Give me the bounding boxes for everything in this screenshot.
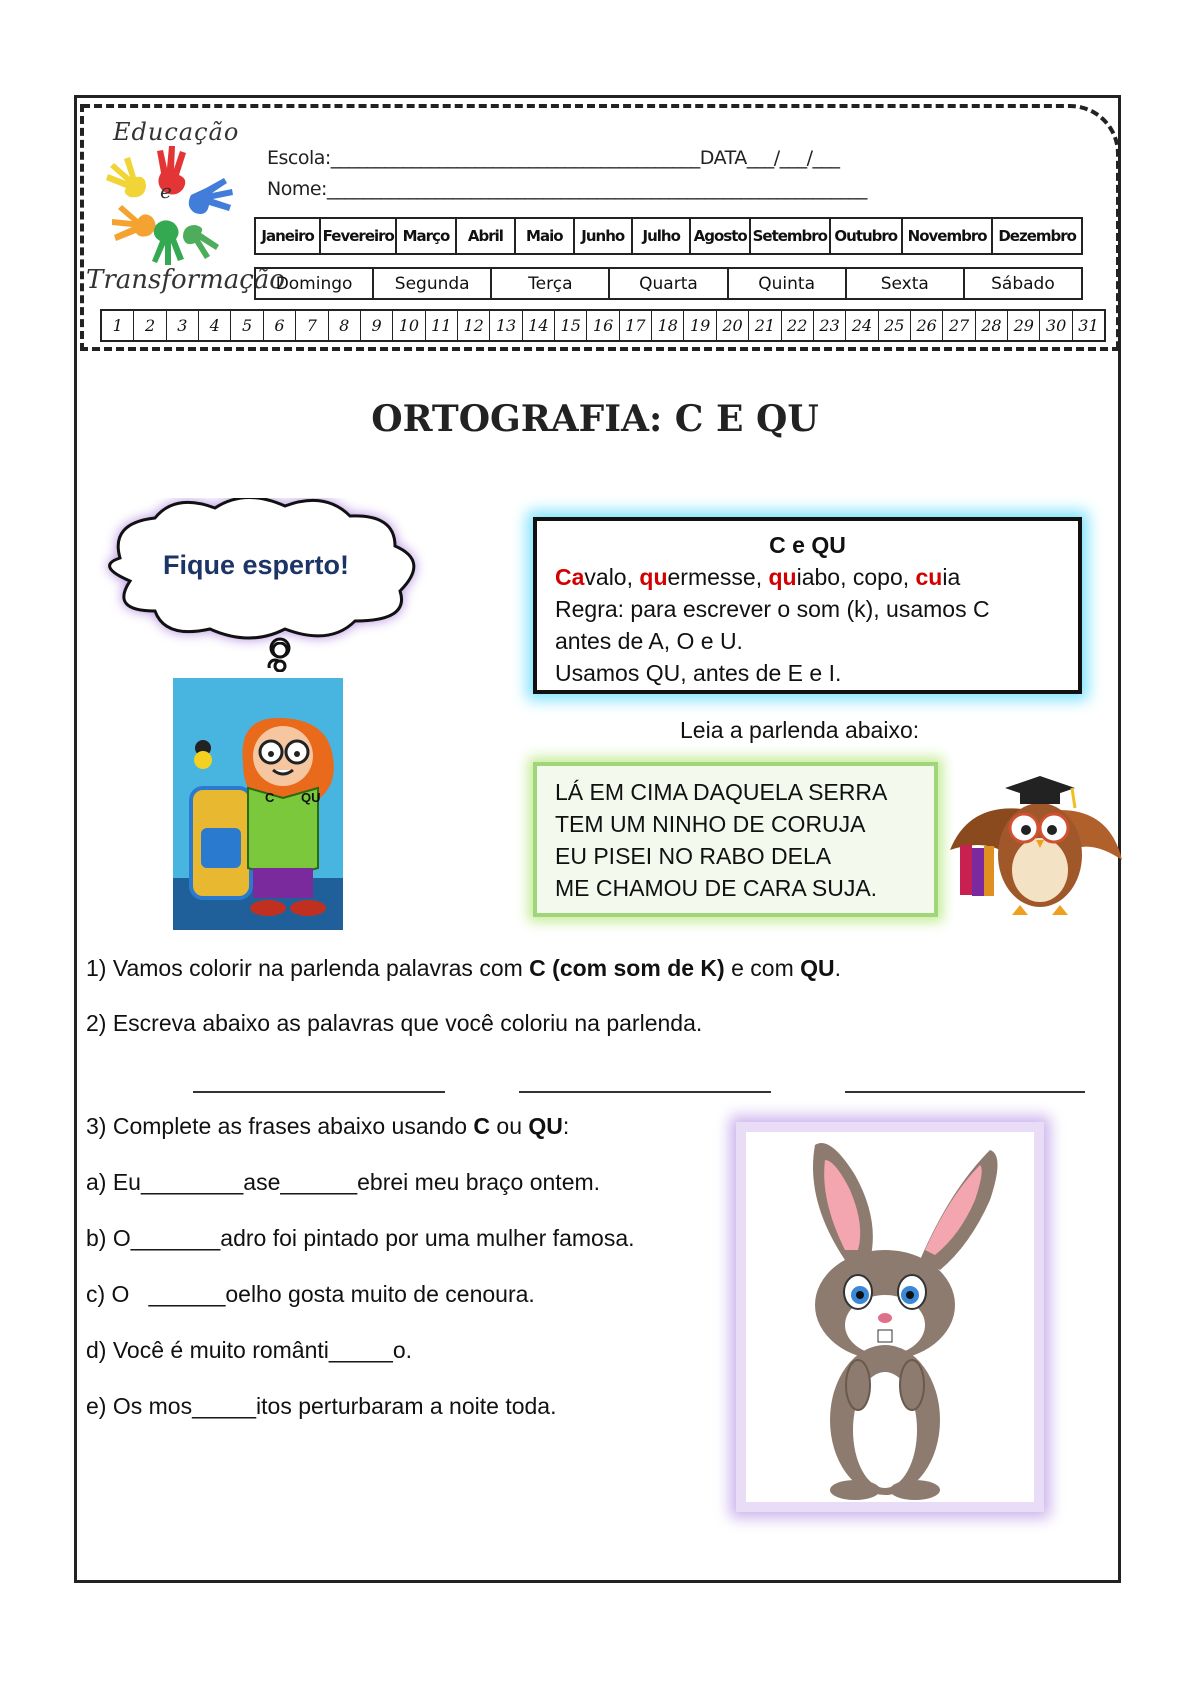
weekday-cell[interactable]: Segunda [374, 269, 492, 298]
question-3: 3) Complete as frases abaixo usando C ou QU: [86, 1113, 570, 1139]
day-numbers-row [100, 309, 1106, 342]
answer-line[interactable] [519, 1091, 771, 1093]
rule-line: Usamos QU, antes de E e I. [555, 660, 842, 686]
day-cell[interactable]: 12 [458, 311, 490, 340]
sentence-d[interactable]: d) Você é muito românti_____o. [86, 1337, 413, 1363]
weekday-cell[interactable]: Quarta [610, 269, 728, 298]
leia-instruction: Leia a parlenda abaixo: [680, 717, 920, 743]
bunny-icon [750, 1130, 1030, 1505]
day-cell[interactable]: 27 [943, 311, 975, 340]
day-cell[interactable]: 19 [684, 311, 716, 340]
day-cell[interactable]: 30 [1040, 311, 1072, 340]
sentence-c[interactable]: c) O ______oelho gosta muito de cenoura. [86, 1281, 535, 1307]
thought-bubble-dots-icon [270, 642, 290, 672]
day-cell[interactable]: 6 [264, 311, 296, 340]
weekday-cell[interactable]: Sábado [991, 273, 1055, 294]
month-cell[interactable]: Abril [457, 219, 516, 253]
month-cell[interactable]: Maio [516, 219, 574, 253]
month-cell[interactable]: Fevereiro [321, 219, 397, 253]
page-title: ORTOGRAFIA: C E QU [371, 398, 819, 440]
answer-line[interactable] [193, 1091, 445, 1093]
day-cell[interactable]: 16 [587, 311, 619, 340]
day-cell[interactable]: 3 [167, 311, 199, 340]
month-cell[interactable]: Julho [633, 219, 691, 253]
rule-box-title: C e QU [769, 532, 846, 558]
sentence-e[interactable]: e) Os mos_____itos perturbaram a noite toda. [86, 1393, 557, 1419]
day-cell[interactable]: 1 [102, 311, 134, 340]
day-cell[interactable]: 17 [620, 311, 652, 340]
day-cell[interactable]: 7 [296, 311, 328, 340]
kid-reading-image [173, 678, 343, 930]
answer-line[interactable] [845, 1091, 1085, 1093]
day-cell[interactable]: 8 [329, 311, 361, 340]
day-cell[interactable]: 24 [846, 311, 878, 340]
svg-text:e: e [160, 179, 172, 203]
day-cell[interactable]: 4 [199, 311, 231, 340]
svg-text:C: C [265, 790, 275, 805]
logo-text-top: Educação [113, 118, 240, 146]
weekday-cell[interactable]: Domingo [256, 269, 374, 298]
kid-with-book-icon [173, 678, 343, 930]
day-cell[interactable]: 23 [814, 311, 846, 340]
rule-box [533, 517, 1082, 694]
day-cell[interactable]: 15 [555, 311, 587, 340]
weekday-cell[interactable]: Terça [492, 269, 610, 298]
month-cell[interactable]: Junho [575, 219, 633, 253]
month-cell[interactable]: Janeiro [256, 219, 321, 253]
svg-text:QU: QU [301, 790, 321, 805]
cloud-text: Fique esperto! [163, 550, 350, 580]
sentence-a[interactable]: a) Eu________ase______ebrei meu braço ontem. [86, 1169, 601, 1195]
parlenda-line: TEM UM NINHO DE CORUJA [555, 811, 866, 837]
parlenda-line: LÁ EM CIMA DAQUELA SERRA [555, 779, 888, 805]
months-row [254, 217, 1083, 255]
parlenda-line: ME CHAMOU DE CARA SUJA. [555, 875, 878, 901]
day-cell[interactable]: 10 [393, 311, 425, 340]
day-cell[interactable]: 29 [1008, 311, 1040, 340]
month-cell[interactable]: Dezembro [998, 227, 1076, 245]
sentence-b[interactable]: b) O_______adro foi pintado por uma mulher famosa. [86, 1225, 635, 1251]
day-cell[interactable]: 31 [1078, 316, 1099, 335]
day-cell[interactable]: 9 [361, 311, 393, 340]
day-cell[interactable]: 5 [231, 311, 263, 340]
day-cell[interactable]: 11 [426, 311, 458, 340]
rule-line: Regra: para escrever o som (k), usamos C [555, 596, 990, 622]
escola-date-line[interactable]: Escola:_________________________________________DATA___/___/___ [267, 147, 840, 169]
day-cell[interactable]: 21 [749, 311, 781, 340]
day-cell[interactable]: 22 [782, 311, 814, 340]
day-cell[interactable]: 28 [976, 311, 1008, 340]
weekdays-row [254, 267, 1083, 300]
day-cell[interactable]: 25 [879, 311, 911, 340]
weekday-cell[interactable]: Quinta [729, 269, 847, 298]
parlenda-box [533, 762, 938, 917]
rule-line: antes de A, O e U. [555, 628, 743, 654]
owl-graduate-icon [940, 760, 1125, 925]
day-cell[interactable]: 2 [134, 311, 166, 340]
month-cell[interactable]: Novembro [903, 219, 994, 253]
rule-examples: Cavalo, quermesse, quiabo, copo, cuia [555, 564, 961, 590]
day-cell[interactable]: 26 [911, 311, 943, 340]
month-cell[interactable]: Setembro [751, 219, 831, 253]
month-cell[interactable]: Março [397, 219, 456, 253]
month-cell[interactable]: Outubro [831, 219, 903, 253]
question-1: 1) Vamos colorir na parlenda palavras com C (com som de K) e com QU. [86, 955, 842, 981]
day-cell[interactable]: 13 [490, 311, 522, 340]
parlenda-line: EU PISEI NO RABO DELA [555, 843, 832, 869]
logo-text-bottom: Transformação [86, 265, 285, 295]
weekday-cell[interactable]: Sexta [847, 269, 965, 298]
question-2: 2) Escreva abaixo as palavras que você coloriu na parlenda. [86, 1010, 703, 1036]
nome-line[interactable]: Nome:____________________________________________________________ [267, 178, 867, 200]
day-cell[interactable]: 18 [652, 311, 684, 340]
month-cell[interactable]: Agosto [691, 219, 750, 253]
day-cell[interactable]: 20 [717, 311, 749, 340]
day-cell[interactable]: 14 [523, 311, 555, 340]
